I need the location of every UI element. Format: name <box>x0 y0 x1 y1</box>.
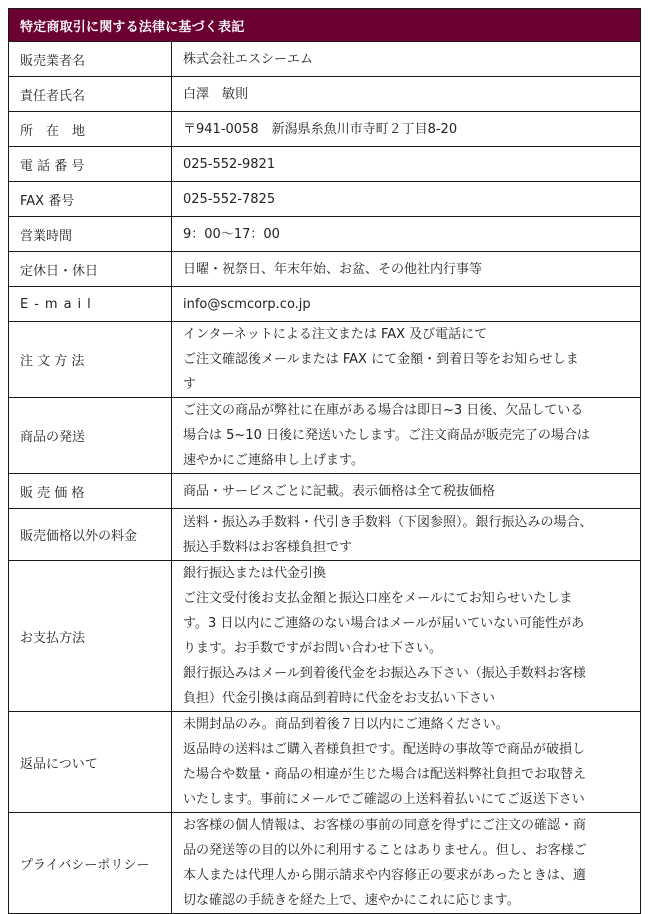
value-line: 銀行振込みはメール到着後代金をお振込み下さい（振込手数料お客様 <box>183 666 586 681</box>
value-line: ります。お手数ですがお問い合わせ下さい。 <box>183 641 442 656</box>
value-line: 速やかにご連絡申し上げます。 <box>183 453 364 468</box>
value-line: ご注文受付後お支払金額と振込口座をメールにてお知らせいたしま <box>183 591 573 606</box>
value-seller <box>172 42 641 77</box>
value-fax <box>172 182 641 217</box>
value-line: 9：00〜17：00 <box>183 226 280 242</box>
value-line: た場合や数量・商品の相違が生じた場合は配送料弊社負担でお取替え <box>183 767 587 782</box>
value-email <box>172 287 641 322</box>
label-responsible: 責任者氏名 <box>9 77 172 112</box>
email-address: info@scmcorp.co.jp <box>183 296 311 312</box>
value-line: 〒941-0058 新潟県糸魚川市寺町２丁目8-20 <box>183 121 458 137</box>
label-hours: 営業時間 <box>9 217 172 252</box>
label-privacy: プライバシーポリシー <box>9 813 172 914</box>
value-line: 品の発送等の目的以外に利用することはありません。但し、お客様ご <box>183 843 587 858</box>
value-privacy <box>172 813 641 914</box>
value-line: 返品時の送料はご購入者様負担です。配送時の事故等で商品が破損し <box>183 742 585 757</box>
value-line: お客様の個人情報は、お客様の事前の同意を得ずにご注文の確認・商 <box>183 818 587 833</box>
label-phone: 電 話 番 号 <box>9 147 172 182</box>
table-title: 特定商取引に関する法律に基づく表記 <box>9 9 641 42</box>
value-line: 振込手数料はお客様負担です <box>183 539 353 555</box>
table-row-phone <box>9 147 641 182</box>
label-shipping: 商品の発送 <box>9 398 172 474</box>
value-other-fees <box>172 509 641 561</box>
value-order-method <box>172 322 641 398</box>
value-hours <box>172 217 641 252</box>
value-line: 日曜・祝祭日、年末年始、お盆、その他社内行事等 <box>183 261 483 277</box>
label-order-method: 注 文 方 法 <box>9 322 172 398</box>
table-row-hours <box>9 217 641 252</box>
label-address: 所 在 地 <box>9 112 172 147</box>
value-line: 切な確認の手続きを経た上で、速やかにこれに応じます。 <box>183 893 520 908</box>
value-responsible <box>172 77 641 112</box>
label-payment: お支払方法 <box>9 561 172 712</box>
value-line: 負担）代金引換は商品到着時に代金をお支払い下さい <box>183 691 496 706</box>
value-line: 本人または代理人から開示請求や内容修正の要求があったときは、適 <box>183 868 586 883</box>
value-returns <box>172 712 641 813</box>
value-line: ご注文の商品が弊社に在庫がある場合は即日~3 日後、欠品している <box>183 403 584 418</box>
label-price: 販 売 価 格 <box>9 474 172 509</box>
label-holidays: 定休日・休日 <box>9 252 172 287</box>
value-line: 025-552-7825 <box>183 191 276 207</box>
value-line: インターネットによる注文または FAX 及び電話にて <box>183 327 488 342</box>
value-address <box>172 112 641 147</box>
table-row-order-method <box>9 322 641 398</box>
value-line: 場合は 5~10 日後に発送いたします。ご注文商品が販売完了の場合は <box>183 428 590 443</box>
value-line: いたします。事前にメールでご確認の上送料着払いにてご返送下さい <box>183 792 585 807</box>
value-shipping <box>172 398 641 474</box>
table-row-fax <box>9 182 641 217</box>
value-line: 白澤 敏則 <box>183 86 249 102</box>
table-row-other-fees <box>9 509 641 561</box>
table-row-holidays <box>9 252 641 287</box>
value-line: す <box>183 377 197 392</box>
table-row-shipping <box>9 398 641 474</box>
table-row-payment <box>9 561 641 712</box>
value-line: 未開封品のみ。商品到着後７日以内にご連絡ください。 <box>183 717 509 732</box>
table-row-seller <box>9 42 641 77</box>
label-other-fees: 販売価格以外の料金 <box>9 509 172 561</box>
value-line: す。3 日以内にご連絡のない場合はメールが届いていない可能性があ <box>183 616 585 631</box>
table-row-price <box>9 474 641 509</box>
label-fax: FAX 番号 <box>9 182 172 217</box>
legal-notice-table <box>8 8 641 914</box>
legal-notice-sheet <box>8 8 640 914</box>
table-row-email <box>9 287 641 322</box>
value-line: 送料・振込み手数料・代引き手数料（下図参照）。銀行振込みの場合、 <box>183 514 593 530</box>
value-line: 商品・サービスごとに記載。表示価格は全て税抜価格 <box>183 483 496 499</box>
table-row-responsible <box>9 77 641 112</box>
table-row-privacy <box>9 813 641 914</box>
value-line: 025-552-9821 <box>183 156 276 172</box>
value-line: 銀行振込または代金引換 <box>183 566 327 581</box>
value-payment <box>172 561 641 712</box>
title-row <box>9 9 641 42</box>
value-phone <box>172 147 641 182</box>
label-email: E-mail <box>9 287 172 322</box>
value-line: ご注文確認後メールまたは FAX にて金額・到着日等をお知らせしま <box>183 352 579 367</box>
table-row-address <box>9 112 641 147</box>
label-returns: 返品について <box>9 712 172 813</box>
value-price <box>172 474 641 509</box>
value-holidays <box>172 252 641 287</box>
table-row-returns <box>9 712 641 813</box>
label-seller: 販売業者名 <box>9 42 172 77</box>
value-line: 株式会社エスシーエム <box>183 51 314 67</box>
